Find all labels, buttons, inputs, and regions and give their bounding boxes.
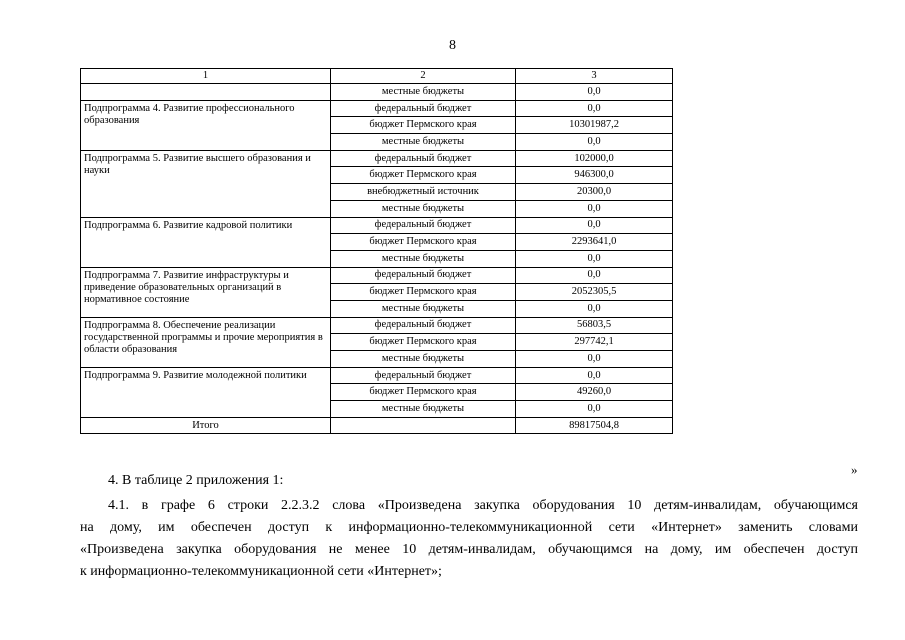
value-cell: 0,0 [516, 100, 673, 117]
source-cell: местные бюджеты [331, 200, 516, 217]
source-cell: федеральный бюджет [331, 367, 516, 384]
value-cell: 20300,0 [516, 184, 673, 201]
table-row [81, 367, 673, 384]
paragraph-4-1-line-1 [80, 495, 858, 517]
program-cell: Подпрограмма 4. Развитие профессионального образования [81, 100, 331, 150]
total-empty-cell [331, 417, 516, 434]
source-cell: местные бюджеты [331, 134, 516, 151]
table-row [81, 317, 673, 334]
table-row [81, 100, 673, 117]
value-cell: 0,0 [516, 267, 673, 284]
source-cell: федеральный бюджет [331, 267, 516, 284]
program-cell: Подпрограмма 5. Развитие высшего образования и науки [81, 150, 331, 217]
value-cell: 946300,0 [516, 167, 673, 184]
total-value: 89817504,8 [516, 417, 673, 434]
source-cell: внебюджетный источник [331, 184, 516, 201]
value-cell: 102000,0 [516, 150, 673, 167]
source-cell: местные бюджеты [331, 300, 516, 317]
source-cell: федеральный бюджет [331, 100, 516, 117]
total-label: Итого [81, 417, 331, 434]
source-cell: бюджет Пермского края [331, 234, 516, 251]
source-cell: бюджет Пермского края [331, 284, 516, 301]
paragraph-4-1-line-3: «Произведена закупка оборудования не менее 10 детям-инвалидам, обучающимся на дому, им обеспечен доступ [80, 542, 858, 557]
paragraph-text: 4.1. в графе 6 строки 2.2.3.2 слова «Произведена закупка оборудования 10 детям-инвалидам, обучающимся [108, 498, 858, 513]
closing-quote: » [851, 462, 858, 477]
value-cell: 2052305,5 [516, 284, 673, 301]
budget-table [80, 68, 673, 434]
header-cell-1: 1 [81, 69, 331, 84]
table-row [81, 267, 673, 284]
paragraph-4-1-line-4: к информационно-телекоммуникационной сети «Интернет»; [80, 564, 442, 579]
paragraph-4-1-line-2: на дому, им обеспечен доступ к информационно-телекоммуникационной сети «Интернет» заменить словами [80, 520, 858, 535]
value-cell: 297742,1 [516, 334, 673, 351]
value-cell: 0,0 [516, 134, 673, 151]
value-cell: 0,0 [516, 84, 673, 101]
program-cell: Подпрограмма 6. Развитие кадровой политики [81, 217, 331, 267]
value-cell: 0,0 [516, 401, 673, 418]
table-row [81, 84, 673, 101]
value-cell: 56803,5 [516, 317, 673, 334]
source-cell: бюджет Пермского края [331, 117, 516, 134]
program-cell: Подпрограмма 7. Развитие инфраструктуры и приведение образовательных организаций в нормативное состояние [81, 267, 331, 317]
source-cell: местные бюджеты [331, 351, 516, 368]
source-cell: федеральный бюджет [331, 150, 516, 167]
value-cell: 10301987,2 [516, 117, 673, 134]
value-cell: 0,0 [516, 200, 673, 217]
source-cell: федеральный бюджет [331, 317, 516, 334]
paragraph-4-heading: 4. В таблице 2 приложения 1: [108, 473, 284, 488]
value-cell: 0,0 [516, 300, 673, 317]
source-cell: бюджет Пермского края [331, 334, 516, 351]
source-cell: бюджет Пермского края [331, 167, 516, 184]
value-cell: 0,0 [516, 217, 673, 234]
table-total-row [81, 417, 673, 434]
table-header-row [81, 69, 673, 84]
program-cell [81, 84, 331, 101]
header-cell-3: 3 [516, 69, 673, 84]
source-cell: местные бюджеты [331, 401, 516, 418]
value-cell: 0,0 [516, 250, 673, 267]
value-cell: 2293641,0 [516, 234, 673, 251]
table-row [81, 217, 673, 234]
value-cell: 49260,0 [516, 384, 673, 401]
source-cell: местные бюджеты [331, 84, 516, 101]
value-cell: 0,0 [516, 351, 673, 368]
value-cell: 0,0 [516, 367, 673, 384]
header-cell-2: 2 [331, 69, 516, 84]
program-cell: Подпрограмма 9. Развитие молодежной политики [81, 367, 331, 417]
source-cell: бюджет Пермского края [331, 384, 516, 401]
table-row [81, 150, 673, 167]
program-cell: Подпрограмма 8. Обеспечение реализации государственной программы и прочие мероприятия в области образования [81, 317, 331, 367]
source-cell: федеральный бюджет [331, 217, 516, 234]
source-cell: местные бюджеты [331, 250, 516, 267]
page-number: 8 [449, 38, 456, 53]
